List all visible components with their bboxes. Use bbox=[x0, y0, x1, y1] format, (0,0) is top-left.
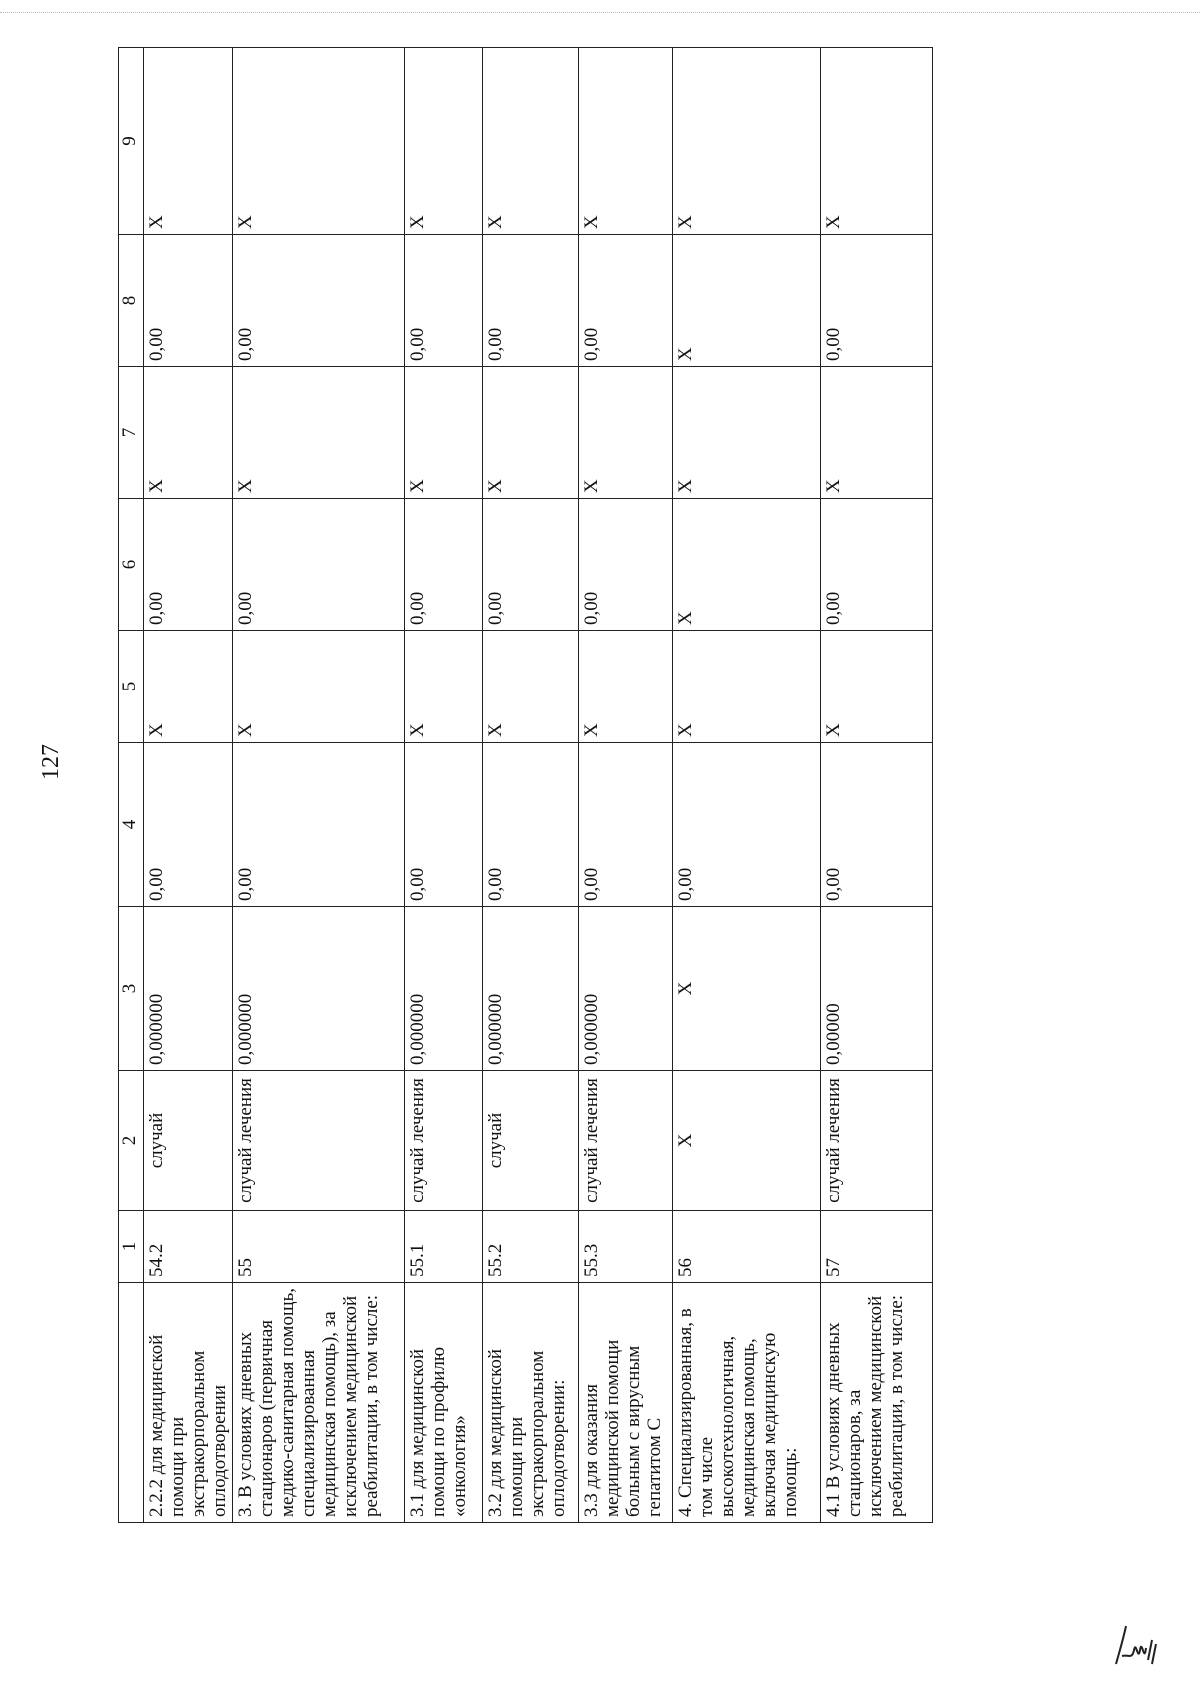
row-cell: X bbox=[821, 367, 933, 499]
row-cell: X bbox=[673, 499, 821, 631]
header-cell: 7 bbox=[119, 367, 144, 499]
row-cell: 0,000000 bbox=[579, 907, 673, 1071]
row-cell: X bbox=[821, 631, 933, 743]
row-cell: X bbox=[673, 631, 821, 743]
row-cell: 0,00 bbox=[821, 499, 933, 631]
row-cell: 0,00 bbox=[483, 499, 579, 631]
row-cell: X bbox=[673, 907, 821, 1071]
row-cell: 0,00 bbox=[233, 235, 405, 367]
header-cell: 8 bbox=[119, 235, 144, 367]
header-cell: 4 bbox=[119, 743, 144, 907]
header-cell: 6 bbox=[119, 499, 144, 631]
table-row bbox=[405, 48, 483, 1523]
row-unit: случай лечения bbox=[579, 1071, 673, 1211]
row-cell: X bbox=[673, 235, 821, 367]
data-table bbox=[118, 47, 933, 1523]
row-cell: 0,00 bbox=[579, 235, 673, 367]
row-cell: X bbox=[483, 48, 579, 235]
row-unit: случай лечения bbox=[405, 1071, 483, 1211]
table-row bbox=[483, 48, 579, 1523]
row-number: 56 bbox=[673, 1211, 821, 1283]
row-cell: X bbox=[483, 631, 579, 743]
row-unit: случай лечения bbox=[233, 1071, 405, 1211]
row-unit: случай лечения bbox=[821, 1071, 933, 1211]
row-number: 55.3 bbox=[579, 1211, 673, 1283]
row-unit: случай bbox=[144, 1071, 233, 1211]
row-cell: X bbox=[483, 367, 579, 499]
row-cell: 0,00 bbox=[233, 743, 405, 907]
header-cell bbox=[119, 1283, 144, 1523]
row-cell: X bbox=[673, 367, 821, 499]
row-cell: X bbox=[144, 367, 233, 499]
row-cell: X bbox=[579, 48, 673, 235]
row-cell: 0,00 bbox=[673, 743, 821, 907]
row-number: 55 bbox=[233, 1211, 405, 1283]
table-row bbox=[579, 48, 673, 1523]
row-cell: 0,000000 bbox=[144, 907, 233, 1071]
row-cell: X bbox=[405, 631, 483, 743]
row-cell: 0,00 bbox=[405, 235, 483, 367]
row-cell: 0,00 bbox=[144, 743, 233, 907]
table-row bbox=[233, 48, 405, 1523]
row-cell: X bbox=[233, 631, 405, 743]
row-cell: X bbox=[233, 48, 405, 235]
row-cell: X bbox=[233, 367, 405, 499]
row-cell: X bbox=[144, 48, 233, 235]
row-cell: 0,00 bbox=[144, 499, 233, 631]
row-number: 55.2 bbox=[483, 1211, 579, 1283]
row-cell: 0,00 bbox=[821, 743, 933, 907]
header-cell: 2 bbox=[119, 1071, 144, 1211]
row-name: 4. Специализированная, в том числе высокотехнологичная, медицинская помощь, включая медицинскую помощь: bbox=[673, 1283, 821, 1523]
rotated-table-container bbox=[118, 48, 946, 1523]
row-cell: 0,00 bbox=[579, 743, 673, 907]
row-name: 2.2.2 для медицинской помощи при экстракорпоральном оплодотворении bbox=[144, 1283, 233, 1523]
row-cell: X bbox=[673, 48, 821, 235]
header-cell: 1 bbox=[119, 1211, 144, 1283]
row-cell: 0,000000 bbox=[233, 907, 405, 1071]
row-name: 3.1 для медицинской помощи по профилю «онкология» bbox=[405, 1283, 483, 1523]
row-unit: случай bbox=[483, 1071, 579, 1211]
row-cell: X bbox=[144, 631, 233, 743]
table-row bbox=[144, 48, 233, 1523]
row-cell: 0,00 bbox=[144, 235, 233, 367]
table-row bbox=[673, 48, 821, 1523]
row-name: 3. В условиях дневных стационаров (первичная медико-санитарная помощь, специализированная медицинская помощь), за исключением медицинской реабилитации, в том числе: bbox=[233, 1283, 405, 1523]
row-unit: X bbox=[673, 1071, 821, 1211]
row-cell: X bbox=[579, 367, 673, 499]
row-cell: 0,00000 bbox=[821, 907, 933, 1071]
row-cell: 0,00 bbox=[405, 499, 483, 631]
row-cell: X bbox=[405, 367, 483, 499]
row-cell: X bbox=[821, 48, 933, 235]
row-cell: 0,00 bbox=[233, 499, 405, 631]
row-cell: 0,00 bbox=[483, 743, 579, 907]
row-cell: 0,00 bbox=[405, 743, 483, 907]
page-number: 127 bbox=[38, 744, 64, 780]
scan-edge-noise bbox=[0, 12, 1200, 17]
handwritten-signature bbox=[1112, 1620, 1158, 1668]
row-cell: 0,00 bbox=[579, 499, 673, 631]
header-cell: 3 bbox=[119, 907, 144, 1071]
row-name: 3.2 для медицинской помощи при экстракорпоральном оплодотворении: bbox=[483, 1283, 579, 1523]
row-name: 4.1 В условиях дневных стационаров, за исключением медицинской реабилитации, в том числе: bbox=[821, 1283, 933, 1523]
row-name: 3.3 для оказания медицинской помощи больным с вирусным гепатитом С bbox=[579, 1283, 673, 1523]
row-cell: 0,000000 bbox=[405, 907, 483, 1071]
row-number: 55.1 bbox=[405, 1211, 483, 1283]
row-cell: 0,00 bbox=[483, 235, 579, 367]
row-cell: 0,000000 bbox=[483, 907, 579, 1071]
row-number: 54.2 bbox=[144, 1211, 233, 1283]
row-cell: 0,00 bbox=[821, 235, 933, 367]
header-cell: 9 bbox=[119, 48, 144, 235]
row-number: 57 bbox=[821, 1211, 933, 1283]
row-cell: X bbox=[405, 48, 483, 235]
header-cell: 5 bbox=[119, 631, 144, 743]
table-header-row bbox=[119, 48, 144, 1523]
row-cell: X bbox=[579, 631, 673, 743]
table-row bbox=[821, 48, 933, 1523]
